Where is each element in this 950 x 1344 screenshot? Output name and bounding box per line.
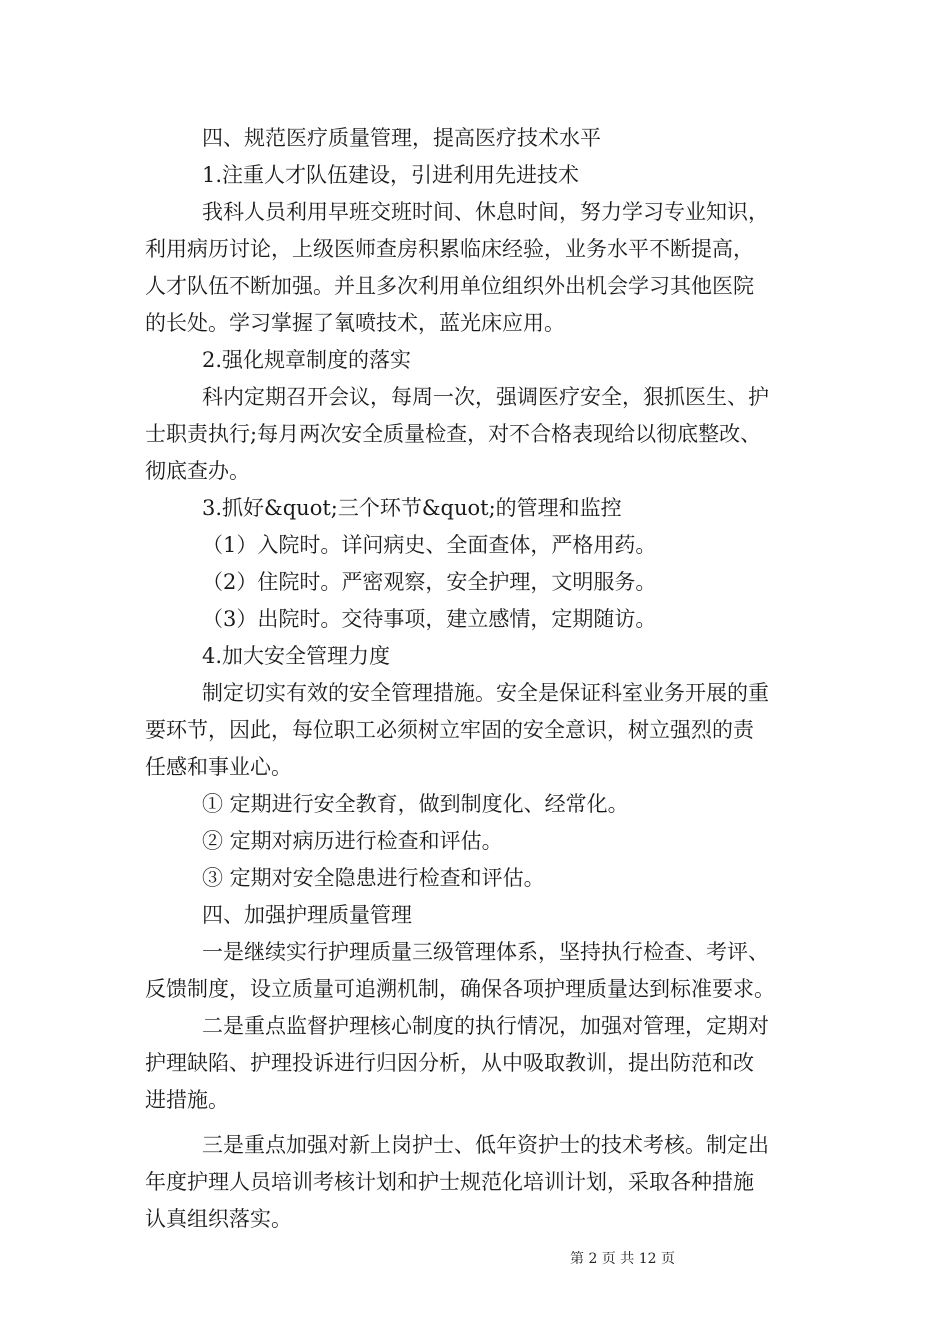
text-line: ① 定期进行安全教育，做到制度化、经常化。 (202, 792, 629, 816)
text-line: （1）入院时。详问病史、全面查体，严格用药。 (202, 533, 657, 557)
text-line: 我科人员利用早班交班时间、休息时间，努力学习专业知识， (202, 200, 769, 224)
text-line: 一是继续实行护理质量三级管理体系，坚持执行检查、考评、 (202, 940, 769, 964)
text-line: 任感和事业心。 (145, 755, 292, 779)
text-line: ② 定期对病历进行检查和评估。 (202, 829, 503, 853)
paragraph-gap (145, 1119, 815, 1127)
text-line: （2）住院时。严密观察，安全护理，文明服务。 (202, 570, 657, 594)
text-line: 二是重点监督护理核心制度的执行情况，加强对管理，定期对 (202, 1014, 769, 1038)
text-line: 士职责执行;每月两次安全质量检查，对不合格表现给以彻底整改、 (145, 422, 762, 446)
text-line: 四、加强护理质量管理 (202, 903, 412, 927)
text-line: 科内定期召开会议，每周一次，强调医疗安全，狠抓医生、护 (202, 385, 769, 409)
document-body (145, 120, 815, 1238)
text-line: 进措施。 (145, 1088, 229, 1112)
text-line: 护理缺陷、护理投诉进行归因分析，从中吸取教训，提出防范和改 (145, 1051, 754, 1075)
text-line: （3）出院时。交待事项，建立感情，定期随访。 (202, 607, 657, 631)
text-line: 的长处。学习掌握了氧喷技术，蓝光床应用。 (145, 311, 565, 335)
page-footer: 第 2 页 共 12 页 (570, 1251, 675, 1267)
text-line: 人才队伍不断加强。并且多次利用单位组织外出机会学习其他医院 (145, 274, 754, 298)
text-line: 认真组织落实。 (145, 1207, 292, 1231)
text-line: 四、规范医疗质量管理，提高医疗技术水平 (202, 126, 601, 150)
text-line: 利用病历讨论，上级医师查房积累临床经验，业务水平不断提高， (145, 237, 754, 261)
text-line: 要环节，因此，每位职工必须树立牢固的安全意识，树立强烈的责 (145, 718, 754, 742)
text-line: 彻底查办。 (145, 459, 250, 483)
text-line: 制定切实有效的安全管理措施。安全是保证科室业务开展的重 (202, 681, 769, 705)
text-line: 3.抓好&quot;三个环节&quot;的管理和监控 (202, 496, 622, 520)
text-line: 反馈制度，设立质量可追溯机制，确保各项护理质量达到标准要求。 (145, 977, 775, 1001)
text-line: 三是重点加强对新上岗护士、低年资护士的技术考核。制定出 (202, 1133, 769, 1157)
text-line: ③ 定期对安全隐患进行检查和评估。 (202, 866, 545, 890)
text-line: 4.加大安全管理力度 (202, 644, 391, 668)
text-line: 2.强化规章制度的落实 (202, 348, 412, 372)
text-line: 年度护理人员培训考核计划和护士规范化培训计划，采取各种措施 (145, 1170, 754, 1194)
text-line: 1.注重人才队伍建设，引进利用先进技术 (202, 163, 580, 187)
